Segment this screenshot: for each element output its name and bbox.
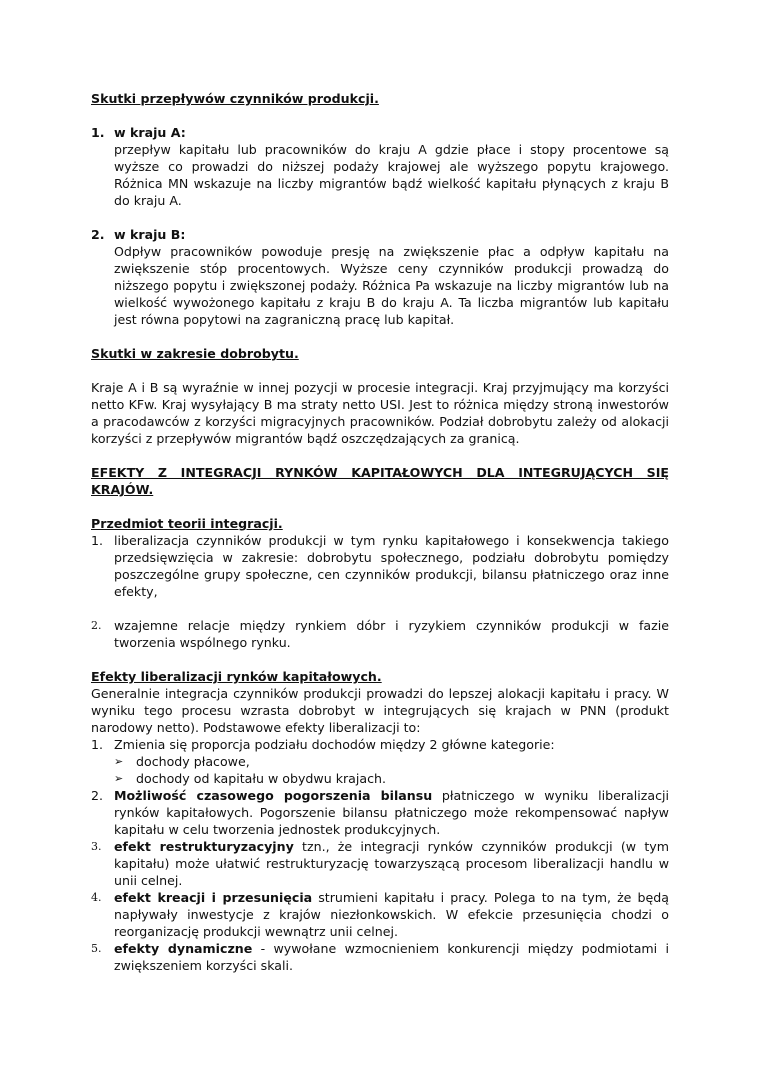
heading-efekty-integracji: EFEKTY Z INTEGRACJI RYNKÓW KAPITAŁOWYCH DLA INTEGRUJĄCYCH SIĘ KRAJÓW. [91,465,669,497]
paragraph-liberalizacja-intro: Generalnie integracja czynników produkcji prowadzi do lepszej alokacji kapitału i pracy. W wyniku tego procesu wzrasta dobrobyt w integrujących się krajach w PNN (produkt narodowy netto). Podstawowe efekty liberalizacji to: [91,686,669,735]
list-number: 3. [91,840,102,853]
list-number: 1. [91,737,104,752]
list-number: 2. [91,619,102,632]
list-number: 2. [91,227,105,242]
bullet-item [91,753,669,770]
list-number: 2. [91,788,104,803]
list-item [91,787,669,838]
bullet-item [91,770,669,787]
list-label: w kraju B: [114,227,186,242]
list-number: 1. [91,533,104,548]
arrow-bullet-icon: ➢ [114,755,124,768]
heading-skutki-przeplywow: Skutki przepływów czynników produkcji. [91,91,379,106]
paragraph-kraj-a: przepływ kapitału lub pracowników do kraju A gdzie płace i stopy procentowe są wyższe co prowadzi do niższej podaży krajowej ale wyższego popytu krajowego. Różnica MN wskazuje na liczby migrantów bądź wielkość kapitału płynących z kraju B do kraju A. [114,142,669,208]
list-item [91,736,669,753]
bullet-text: dochody płacowe, [136,754,250,769]
heading-efekty-liberalizacji: Efekty liberalizacji rynków kapitałowych. [91,669,382,684]
paragraph-dobrobyt: Kraje A i B są wyraźnie w innej pozycji w procesie integracji. Kraj przyjmujący ma korzyści netto KFw. Kraj wysyłający B ma straty netto USI. Jest to różnica między stroną inwestorów a pracodawców z korzyści migracyjnych pracowników. Podział dobrobytu zależy od alokacji korzyści z przepływów migrantów bądź oszczędzających za granicą. [91,380,669,446]
heading-przedmiot-teorii: Przedmiot teorii integracji. [91,516,283,531]
list-label: w kraju A: [114,125,186,140]
list-item-kraj-b [91,226,669,243]
paragraph-kraj-b: Odpływ pracowników powoduje presję na zwiększenie płac a odpływ kapitału na zwiększenie stóp procentowych. Wyższe ceny czynników produkcji prowadzą do niższego popytu i zwiększonej podaży. Różnica Pa wskazuje na liczby migrantów lub na wielkość wywożonego kapitału z kraju B do kraju A. Ta liczba migrantów lub kapitału jest równa popytowi na zagraniczną pracę lub kapitał. [114,244,669,327]
list-item-kraj-a [91,124,669,141]
list-item [91,940,669,974]
list-number: 4. [91,891,102,904]
list-number: 1. [91,125,105,140]
list-text: wzajemne relacje między rynkiem dóbr i ryzykiem czynników produkcji w fazie tworzenia wspólnego rynku. [114,618,669,650]
list-item [91,617,669,651]
arrow-bullet-icon: ➢ [114,772,124,785]
list-text: efekty dynamiczne - wywołane wzmocnieniem konkurencji między podmiotami i zwiększeniem korzyści skali. [114,941,669,973]
list-number: 5. [91,942,102,955]
list-text: Możliwość czasowego pogorszenia bilansu płatniczego w wyniku liberalizacji rynków kapitałowych. Pogorszenie bilansu płatniczego może rekompensować napływ kapitału w celu tworzenia jednostek produkcyjnych. [114,788,669,837]
list-text: efekt kreacji i przesunięcia strumieni kapitału i pracy. Polega to na tym, że będą napływały inwestycje z krajów niezłonkowskich. W efekcie przesunięcia chodzi o reorganizację produkcji wewnątrz unii celnej. [114,890,669,939]
list-text: efekt restrukturyzacyjny tzn., że integracji rynków czynników produkcji (w tym kapitału) może ułatwić restrukturyzację towarzyszącą procesom liberalizacji handlu w unii celnej. [114,839,669,888]
list-item [91,532,669,600]
heading-skutki-dobrobytu: Skutki w zakresie dobrobytu. [91,346,299,361]
bold-term: efekt restrukturyzacyjny [114,839,294,854]
list-text: Zmienia się proporcja podziału dochodów między 2 główne kategorie: [114,737,555,752]
list-item [91,838,669,889]
bold-term: efekty dynamiczne [114,941,253,956]
bullet-text: dochody od kapitału w obydwu krajach. [136,771,387,786]
bold-term: efekt kreacji i przesunięcia [114,890,313,905]
list-item [91,889,669,940]
list-text: liberalizacja czynników produkcji w tym rynku kapitałowego i konsekwencja takiego przedsięwzięcia w zakresie: dobrobytu społecznego, podziału dobrobytu pomiędzy poszczególne grupy społeczne, cen czynników produkcji, bilansu płatniczego oraz inne efekty, [114,533,669,599]
bold-term: Możliwość czasowego pogorszenia bilansu [114,788,433,803]
